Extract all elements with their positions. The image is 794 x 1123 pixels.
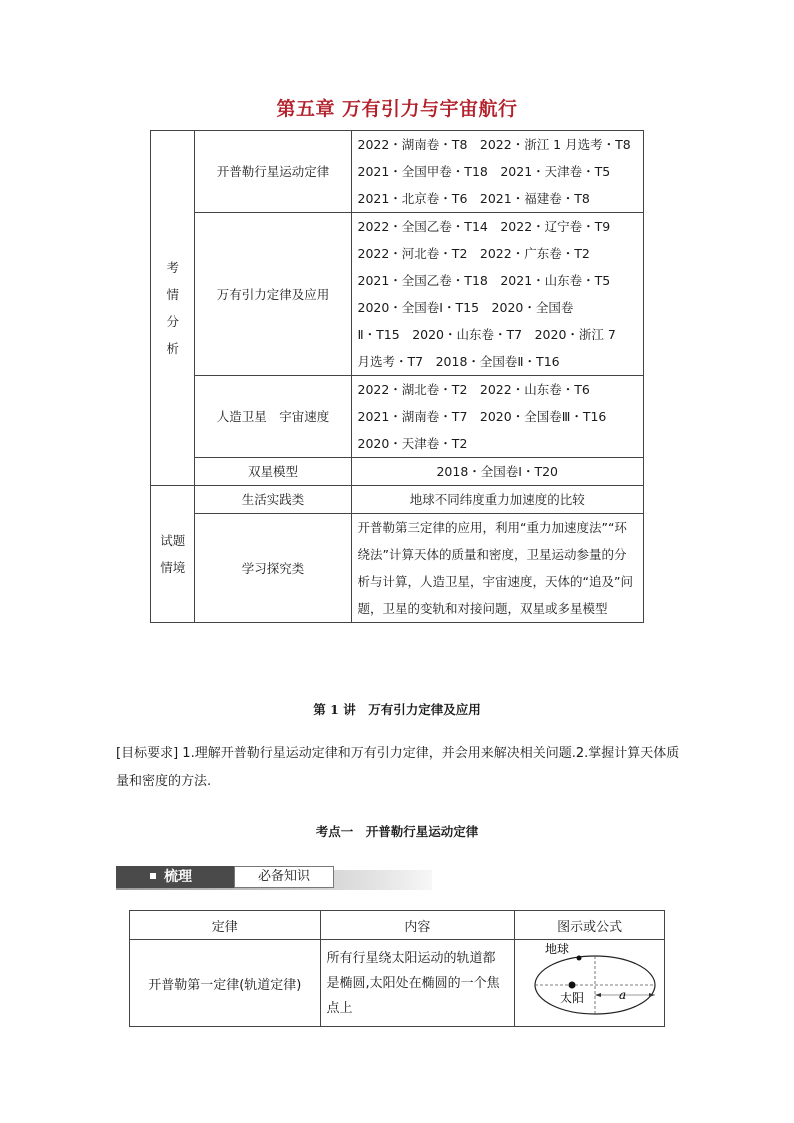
lecture-title: 第 1 讲 万有引力定律及应用 [313, 702, 481, 717]
analysis-sources: 2022・湖北卷・T2 2022・山东卷・T6 2021・湖南卷・T7 2020・全国卷Ⅲ・T16 2020・天津卷・T2 [351, 376, 644, 458]
situation-topic: 学习探究类 [195, 514, 351, 623]
sun-label: 太阳 [560, 991, 585, 1005]
analysis-topic: 人造卫星 宇宙速度 [195, 376, 351, 458]
analysis-sources: 2022・湖南卷・T8 2022・浙江 1 月选考・T8 2021・全国甲卷・T18 2021・天津卷・T5 2021・北京卷・T6 2021・福建卷・T8 [351, 131, 644, 213]
square-bullet-icon [150, 873, 156, 879]
objective-paragraph [116, 740, 682, 796]
laws-header-law: 定律 [130, 911, 321, 940]
laws-header-content: 内容 [320, 911, 515, 940]
point-title: 考点一 开普勒行星运动定律 [315, 824, 479, 839]
analysis-topic: 开普勒行星运动定律 [195, 131, 351, 213]
earth-dot [577, 956, 582, 961]
section-banner [116, 866, 432, 890]
analysis-category-cell: 考 情 分 析 [151, 131, 195, 486]
law-name: 开普勒第一定律(轨道定律) [130, 940, 321, 1027]
ellipse-orbit-figure [515, 940, 665, 1027]
objective-text: 1.理解开普勒行星运动定律和万有引力定律，并会用来解决相关问题.2.掌握计算天体质量和密度的方法. [116, 746, 680, 789]
analysis-topic: 双星模型 [195, 458, 351, 486]
exam-analysis-table [150, 130, 644, 623]
situation-content: 地球不同纬度重力加速度的比较 [351, 486, 644, 514]
situation-category-cell: 试题 情境 [151, 486, 195, 623]
semi-major-axis-label: a [619, 988, 627, 1002]
objective-tag: [目标要求] [116, 746, 179, 761]
analysis-topic: 万有引力定律及应用 [195, 213, 351, 376]
sun-dot [569, 982, 576, 989]
analysis-sources: 2022・全国乙卷・T14 2022・辽宁卷・T9 2022・河北卷・T2 2022・广东卷・T2 2021・全国乙卷・T18 2021・山东卷・T5 2020・全国卷Ⅰ・T15 2020・全国卷 Ⅱ・T15 2020・山东卷・T7 2020・浙江 7 月选考・T7 2018・全国卷Ⅱ・T16 [351, 213, 644, 376]
analysis-sources: 2018・全国卷Ⅰ・T20 [351, 458, 644, 486]
banner-main: 梳理 [116, 866, 234, 888]
laws-header-figure: 图示或公式 [515, 911, 665, 940]
chapter-title: 第五章 万有引力与宇宙航行 [276, 98, 518, 120]
law-content: 所有行星绕太阳运动的轨道都是椭圆,太阳处在椭圆的一个焦点上 [320, 940, 515, 1027]
banner-tag: 必备知识 [234, 866, 334, 888]
situation-topic: 生活实践类 [195, 486, 351, 514]
earth-label: 地球 [545, 942, 570, 956]
kepler-laws-table [129, 910, 665, 1027]
ellipse-orbit-diagram [515, 940, 661, 1022]
situation-content: 开普勒第三定律的应用，利用“重力加速度法”“环绕法”计算天体的质量和密度，卫星运动参量的分析与计算，人造卫星，宇宙速度，天体的“追及”问题，卫星的变轨和对接问题，双星或多星模型 [351, 514, 644, 623]
